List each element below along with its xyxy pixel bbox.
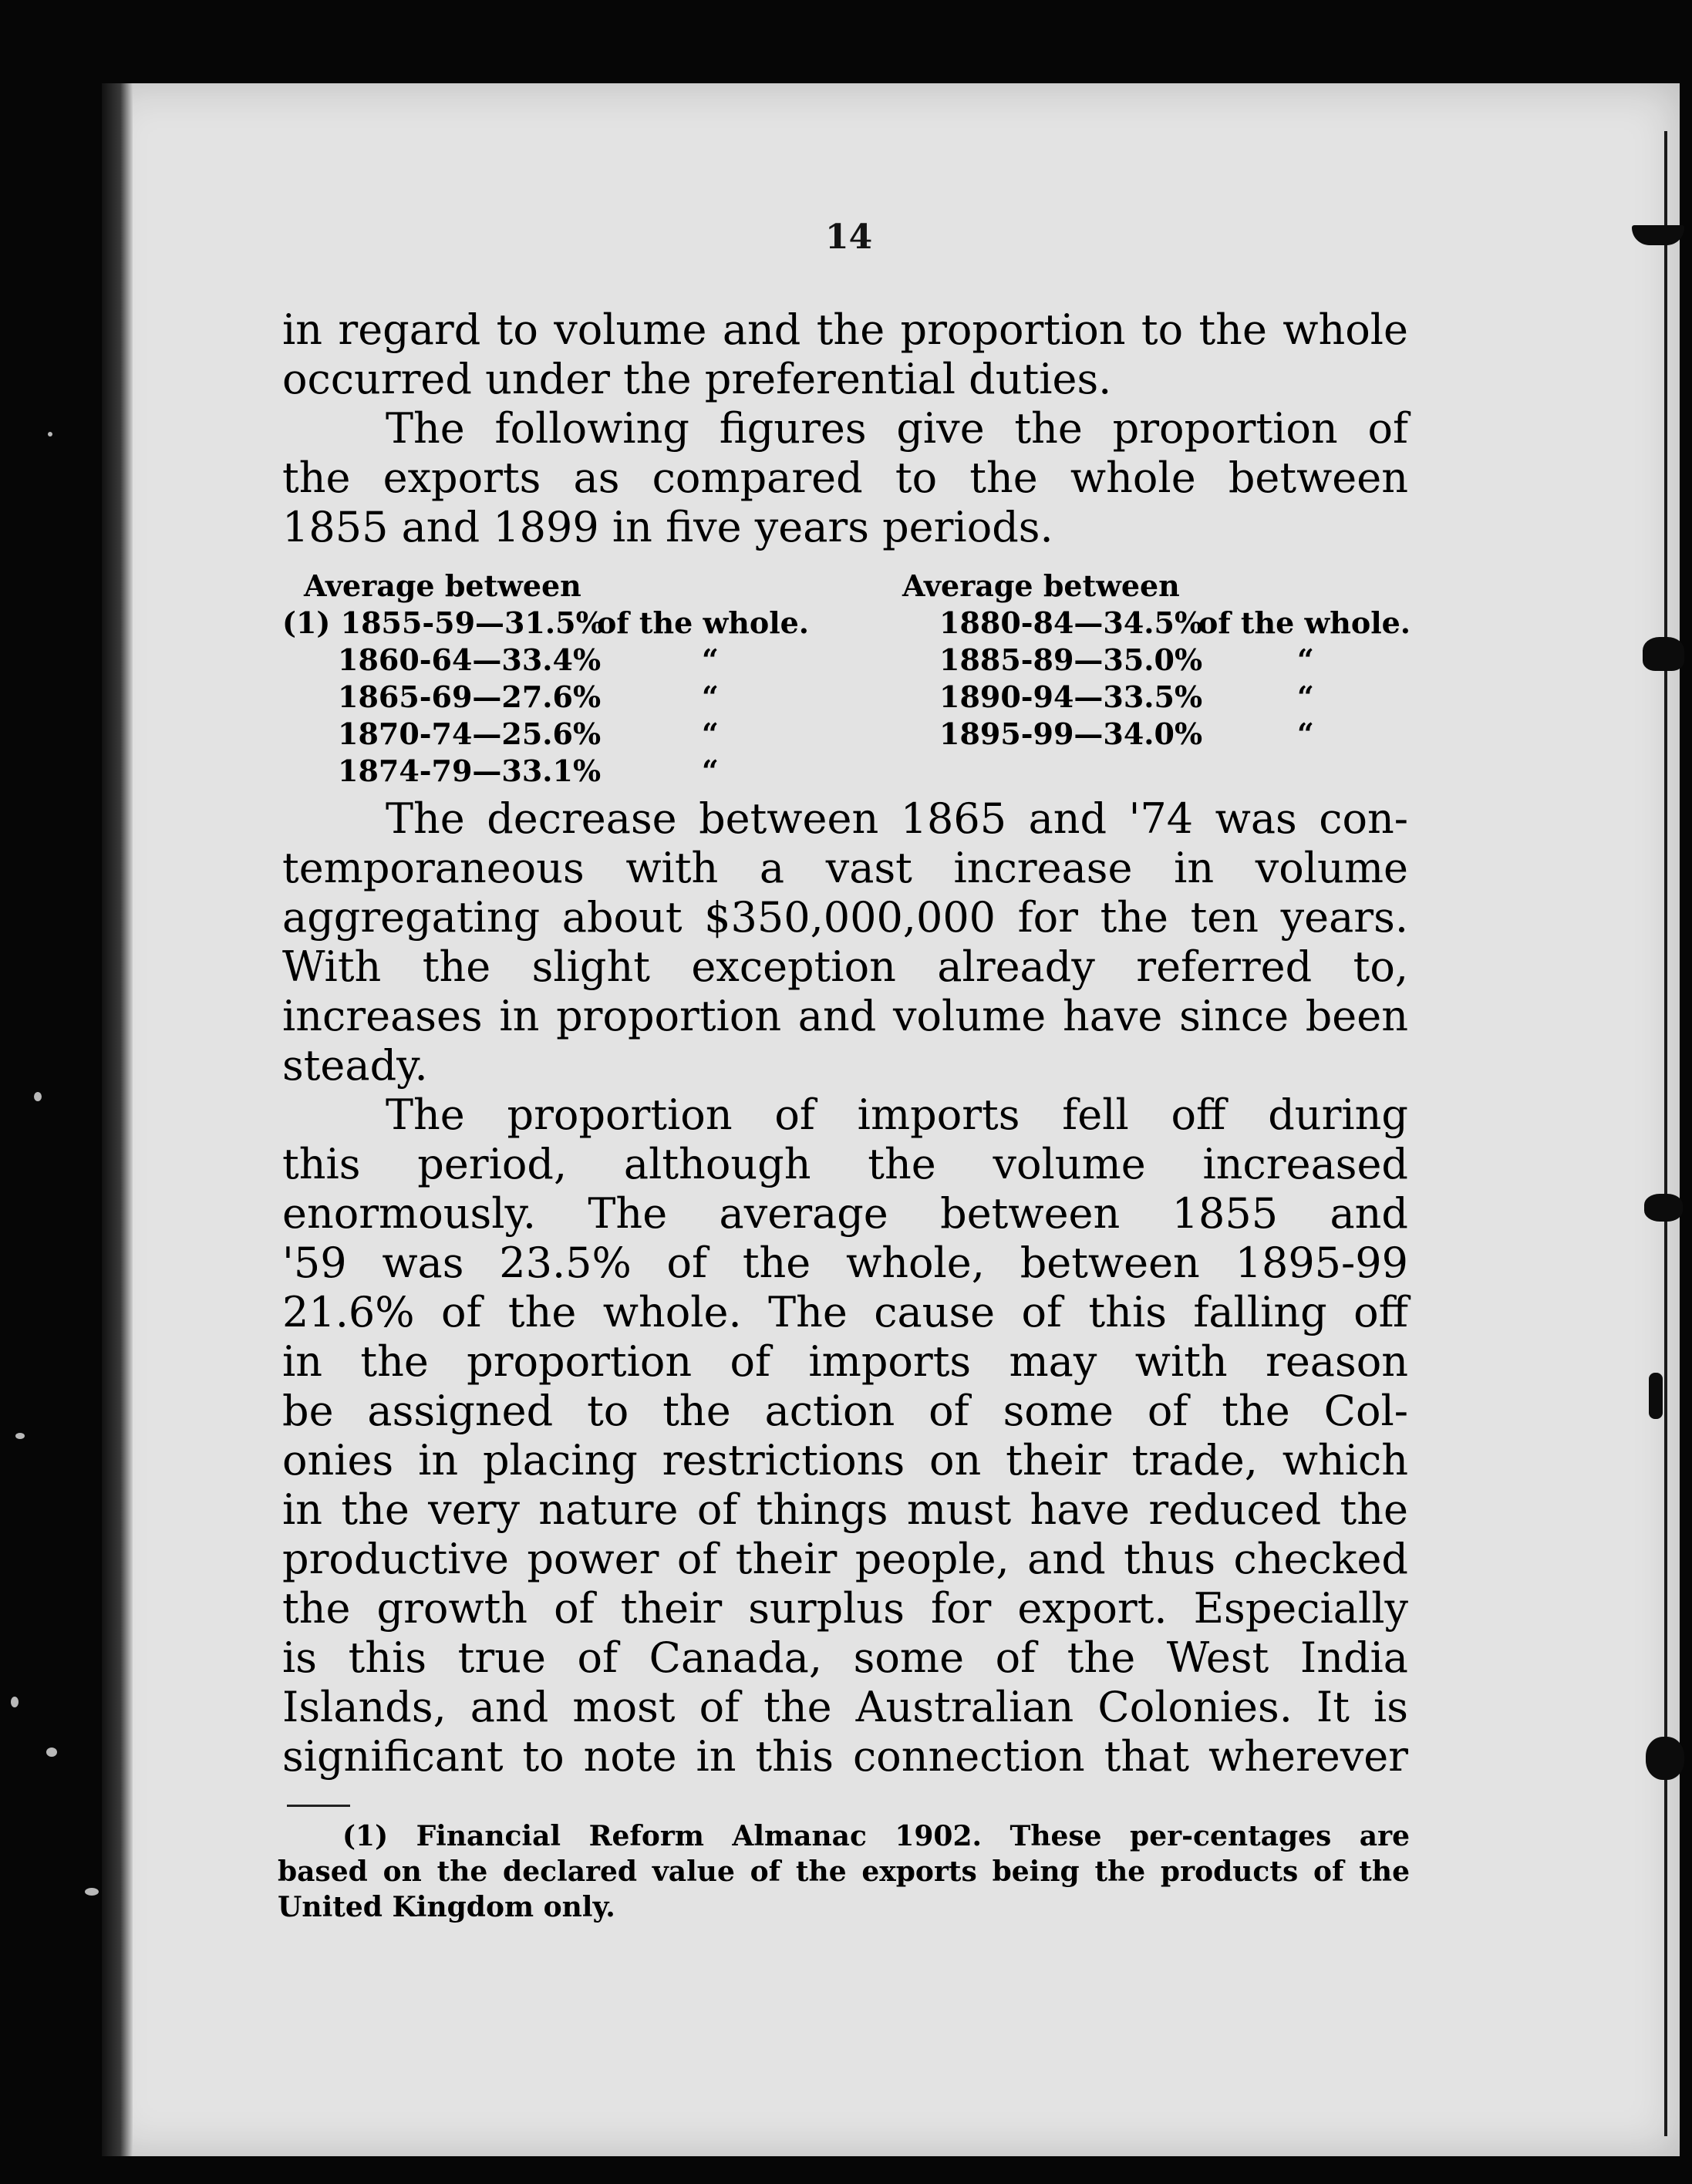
body-text-line: With the slight exception already referred to, (282, 942, 1408, 991)
table-header-left: Average between (304, 568, 581, 603)
body-text-line: be assigned to the action of some of the Col- (282, 1387, 1408, 1435)
body-text-line: is this true of Canada, some of the West India (282, 1633, 1408, 1682)
table-row-period: 1870-74—25.6% (338, 716, 602, 751)
table-row-period: 1874-79—33.1% (338, 753, 602, 788)
body-text-line: productive power of their people, and thus checked (282, 1535, 1408, 1583)
binding-clip (1644, 1194, 1683, 1222)
body-text-line: aggregating about $350,000,000 for the ten years. (282, 893, 1408, 942)
scan-speck (34, 1092, 42, 1101)
footnote-line: United Kingdom only. (278, 1891, 615, 1923)
body-text-line: The proportion of imports fell off during (386, 1090, 1408, 1139)
body-text-line: onies in placing restrictions on their trade, which (282, 1436, 1408, 1485)
body-text-line: enormously. The average between 1855 and (282, 1189, 1408, 1238)
body-text-line: the growth of their surplus for export. Especially (282, 1584, 1408, 1633)
table-row-note: “ (1297, 716, 1314, 751)
scan-speck (15, 1433, 25, 1439)
table-row-note: “ (702, 642, 719, 677)
binding-clip (1643, 637, 1684, 671)
body-text-line: significant to note in this connection that wherever (282, 1732, 1408, 1781)
binding-line (1664, 131, 1667, 2136)
body-text-line: 21.6% of the whole. The cause of this falling off (282, 1288, 1408, 1336)
body-text-line: occurred under the preferential duties. (282, 355, 1112, 403)
table-row-period: 1880-84—34.5% (939, 605, 1203, 640)
table-header-right: Average between (902, 568, 1180, 603)
table-row-note: “ (1297, 679, 1314, 714)
table-row-period: 1885-89—35.0% (939, 642, 1203, 677)
body-text-line: in regard to volume and the proportion to the whole (282, 305, 1408, 354)
footnote-line: based on the declared value of the exports being the products of the (278, 1855, 1410, 1888)
binding-clip (1646, 1737, 1684, 1780)
body-text-line: in the very nature of things must have reduced the (282, 1485, 1408, 1534)
table-row-note: of the whole. (597, 605, 810, 640)
body-text-line: Islands, and most of the Australian Colonies. It is (282, 1683, 1408, 1731)
page-number: 14 (825, 217, 873, 257)
footnote-rule (287, 1805, 350, 1807)
table-row-note: “ (1297, 642, 1314, 677)
body-text-line: The decrease between 1865 and '74 was con- (386, 794, 1408, 843)
body-text-line: steady. (282, 1041, 428, 1090)
footnote-line: (1) Financial Reform Almanac 1902. These per-centages are (342, 1820, 1410, 1852)
table-row-period: 1860-64—33.4% (338, 642, 602, 677)
table-row-note: of the whole. (1198, 605, 1411, 640)
body-text-line: The following figures give the proportion of (386, 404, 1408, 453)
body-text-line: in the proportion of imports may with reason (282, 1337, 1408, 1386)
table-row-period: (1) 1855-59—31.5% (282, 605, 604, 640)
table-row-note: “ (702, 716, 719, 751)
binding-clip (1649, 1373, 1663, 1419)
body-text-line: '59 was 23.5% of the whole, between 1895-99 (282, 1239, 1408, 1287)
binding-clip (1632, 225, 1684, 245)
body-text-line: increases in proportion and volume have since been (282, 992, 1408, 1040)
body-text-line: this period, although the volume increased (282, 1140, 1408, 1188)
body-text-line: 1855 and 1899 in five years periods. (282, 503, 1053, 551)
table-row-period: 1865-69—27.6% (338, 679, 602, 714)
scan-speck (11, 1697, 19, 1707)
body-text-line: the exports as compared to the whole between (282, 453, 1408, 502)
table-row-period: 1890-94—33.5% (939, 679, 1203, 714)
scan-speck (46, 1748, 57, 1757)
body-text-line: temporaneous with a vast increase in volume (282, 844, 1408, 892)
table-row-note: “ (702, 679, 719, 714)
scan-speck (85, 1888, 99, 1896)
scan-speck (48, 432, 52, 436)
table-row-note: “ (702, 753, 719, 788)
table-row-period: 1895-99—34.0% (939, 716, 1203, 751)
page-edge-shadow (102, 83, 133, 2156)
